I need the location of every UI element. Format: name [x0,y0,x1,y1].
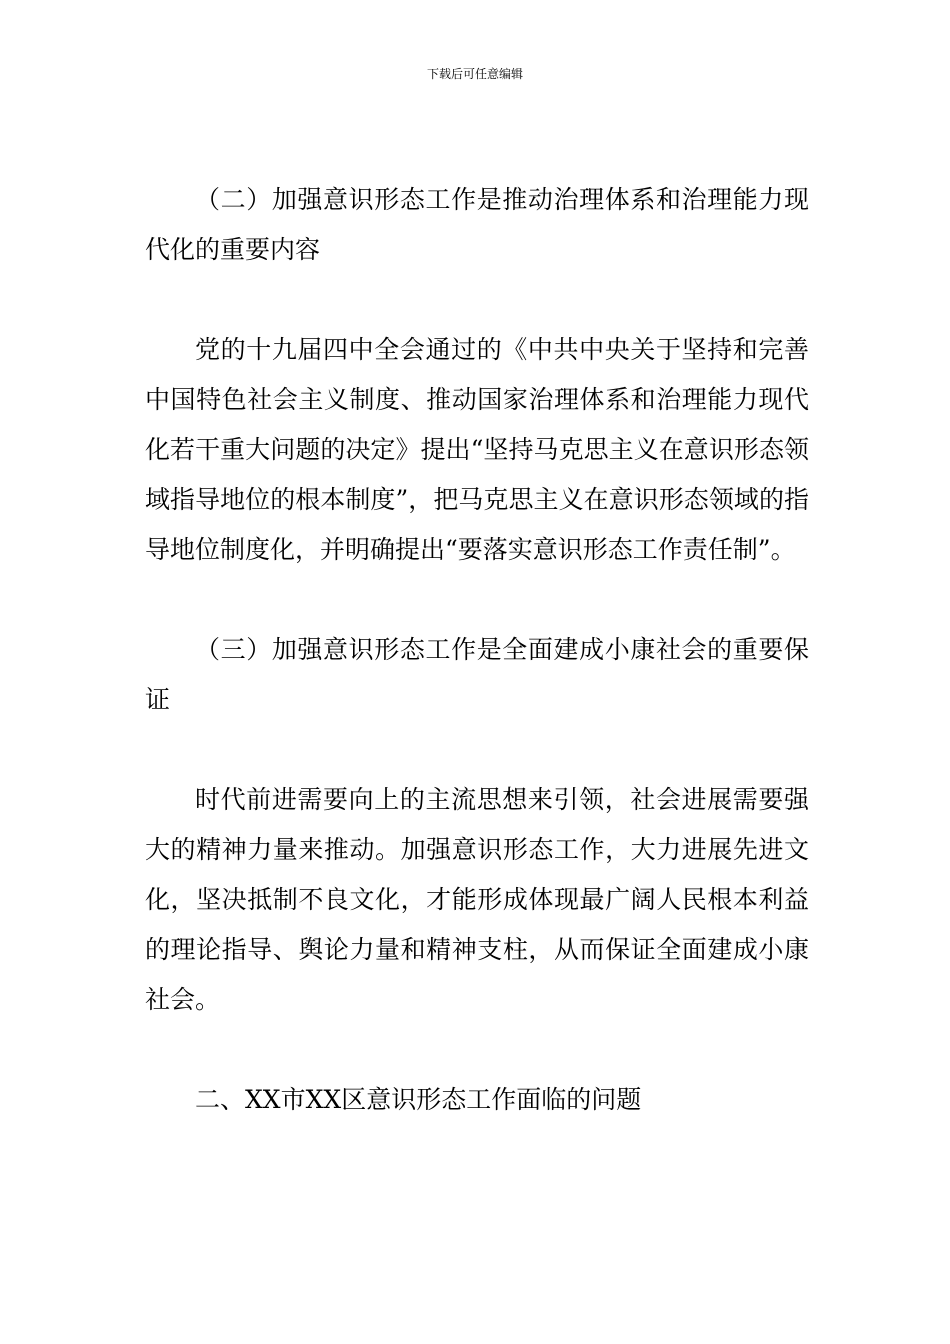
page-header: 下载后可任意编辑 [426,67,523,81]
section-heading-2: （二）加强意识形态工作是推动治理体系和治理能力现代化的重要内容 [145,185,809,264]
body-paragraph: 时代前进需要向上的主流思想来引领，社会进展需要强大的精神力量来推动。加强意识形态工作，大力进展先进文化，坚决抵制不良文化，才能形成体现最广阔人民根本利益的理论指导、舆论力量和精神支柱，从而保证全面建成小康社会。 [145,785,809,1014]
document-body [145,175,809,1125]
paragraph-gap [145,725,809,775]
section-heading-3: （三）加强意识形态工作是全面建成小康社会的重要保证 [145,635,809,714]
paragraph-gap [145,575,809,625]
chapter-heading: 二、XX市XX区意识形态工作面临的问题 [195,1085,642,1114]
body-paragraph: 党的十九届四中全会通过的《中共中央关于坚持和完善中国特色社会主义制度、推动国家治理体系和治理能力现代化若干重大问题的决定》提出“坚持马克思主义在意识形态领域指导地位的根本制度”，把马克思主义在意识形态领域的指导地位制度化，并明确提出“要落实意识形态工作责任制”。 [145,335,809,564]
paragraph-gap [145,275,809,325]
paragraph-gap [145,1025,809,1075]
